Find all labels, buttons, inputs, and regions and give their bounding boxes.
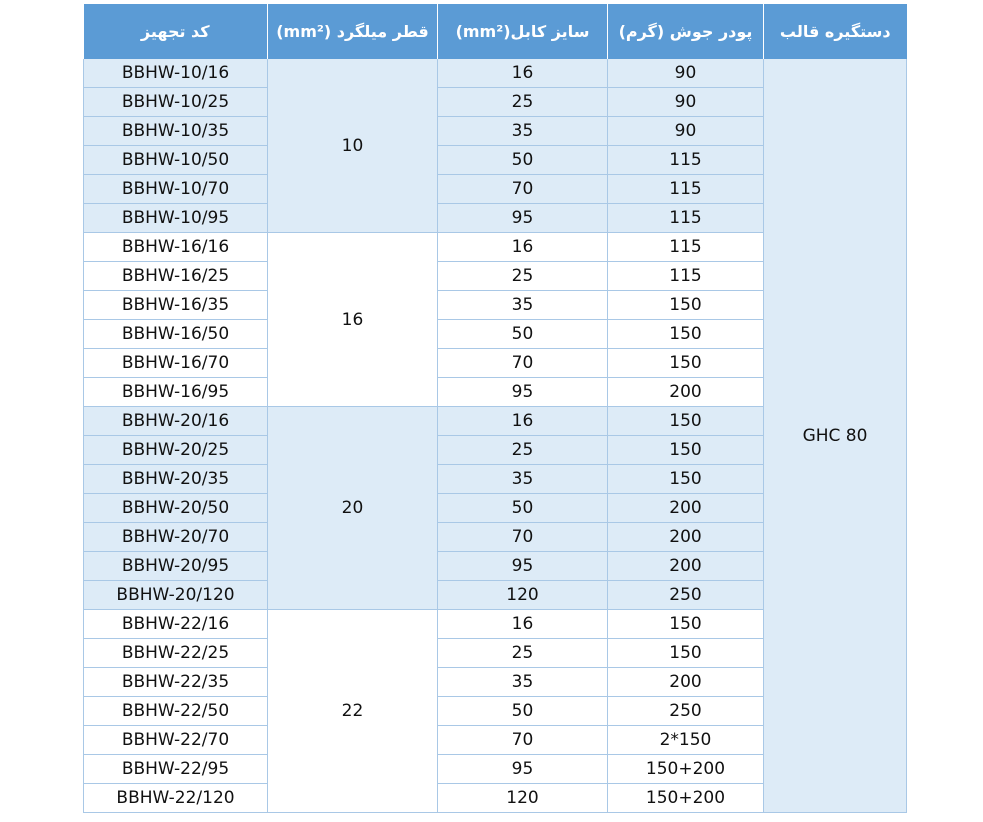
cell-cable: 95 [438, 378, 608, 407]
cell-cable: 16 [438, 233, 608, 262]
cell-code: BBHW-20/70 [84, 523, 268, 552]
cell-cable: 70 [438, 175, 608, 204]
cell-rod: 16 [268, 233, 438, 407]
cell-powder: 150 [608, 610, 764, 639]
cell-code: BBHW-22/16 [84, 610, 268, 639]
cell-powder: 150 [608, 436, 764, 465]
cell-powder: 2*150 [608, 726, 764, 755]
cell-cable: 70 [438, 523, 608, 552]
cell-cable: 16 [438, 407, 608, 436]
cell-powder: 90 [608, 117, 764, 146]
cell-cable: 35 [438, 291, 608, 320]
cell-powder: 90 [608, 59, 764, 88]
cell-powder: 250 [608, 581, 764, 610]
cell-cable: 35 [438, 465, 608, 494]
header-code: کد تجهیز [84, 4, 268, 59]
cell-cable: 50 [438, 146, 608, 175]
cell-powder: 200 [608, 378, 764, 407]
cell-powder: 150 [608, 291, 764, 320]
cell-powder: 115 [608, 233, 764, 262]
cell-powder: 115 [608, 175, 764, 204]
cell-code: BBHW-20/35 [84, 465, 268, 494]
cell-code: BBHW-22/95 [84, 755, 268, 784]
cell-powder: 150 [608, 349, 764, 378]
cell-code: BBHW-10/35 [84, 117, 268, 146]
cell-code: BBHW-16/25 [84, 262, 268, 291]
cell-cable: 70 [438, 349, 608, 378]
cell-code: BBHW-10/16 [84, 59, 268, 88]
cell-code: BBHW-22/120 [84, 784, 268, 813]
cell-cable: 16 [438, 610, 608, 639]
cell-cable: 95 [438, 755, 608, 784]
cell-powder: 200 [608, 668, 764, 697]
cell-cable: 70 [438, 726, 608, 755]
cell-code: BBHW-10/50 [84, 146, 268, 175]
cell-code: BBHW-22/70 [84, 726, 268, 755]
cell-code: BBHW-20/16 [84, 407, 268, 436]
cell-code: BBHW-10/70 [84, 175, 268, 204]
cell-cable: 16 [438, 59, 608, 88]
cell-rod: 20 [268, 407, 438, 610]
cell-powder: 150 [608, 407, 764, 436]
cell-powder: 115 [608, 262, 764, 291]
header-cable: سایز کابل(mm²) [438, 4, 608, 59]
table-row [84, 59, 907, 88]
header-rod: قطر میلگرد (mm²) [268, 4, 438, 59]
cell-powder: 250 [608, 697, 764, 726]
cell-code: BBHW-16/95 [84, 378, 268, 407]
cell-code: BBHW-16/50 [84, 320, 268, 349]
cell-code: BBHW-20/95 [84, 552, 268, 581]
cell-cable: 95 [438, 204, 608, 233]
cell-cable: 35 [438, 117, 608, 146]
cell-code: BBHW-20/120 [84, 581, 268, 610]
cell-powder: 200 [608, 552, 764, 581]
cell-cable: 25 [438, 436, 608, 465]
cell-powder: 90 [608, 88, 764, 117]
cell-powder: 150+200 [608, 755, 764, 784]
cell-powder: 200 [608, 523, 764, 552]
cell-cable: 120 [438, 784, 608, 813]
cell-powder: 115 [608, 204, 764, 233]
header-powder: پودر جوش (گرم) [608, 4, 764, 59]
cell-cable: 25 [438, 262, 608, 291]
cell-cable: 50 [438, 697, 608, 726]
cell-code: BBHW-10/95 [84, 204, 268, 233]
cell-code: BBHW-10/25 [84, 88, 268, 117]
cell-powder: 115 [608, 146, 764, 175]
cell-cable: 50 [438, 320, 608, 349]
cell-rod: 10 [268, 59, 438, 233]
cell-code: BBHW-20/50 [84, 494, 268, 523]
cell-code: BBHW-16/16 [84, 233, 268, 262]
cell-cable: 25 [438, 88, 608, 117]
specs-table [83, 4, 907, 813]
cell-cable: 95 [438, 552, 608, 581]
cell-code: BBHW-22/35 [84, 668, 268, 697]
cell-cable: 25 [438, 639, 608, 668]
cell-code: BBHW-16/35 [84, 291, 268, 320]
cell-rod: 22 [268, 610, 438, 813]
cell-cable: 120 [438, 581, 608, 610]
cell-code: BBHW-22/50 [84, 697, 268, 726]
cell-cable: 35 [438, 668, 608, 697]
cell-powder: 150+200 [608, 784, 764, 813]
cell-code: BBHW-20/25 [84, 436, 268, 465]
cell-powder: 150 [608, 320, 764, 349]
cell-code: BBHW-16/70 [84, 349, 268, 378]
header-row [84, 4, 907, 59]
cell-handle: GHC 80 [764, 59, 907, 813]
cell-powder: 200 [608, 494, 764, 523]
header-handle: دستگیره قالب [764, 4, 907, 59]
cell-powder: 150 [608, 465, 764, 494]
cell-powder: 150 [608, 639, 764, 668]
cell-code: BBHW-22/25 [84, 639, 268, 668]
cell-cable: 50 [438, 494, 608, 523]
table-body [84, 59, 907, 813]
